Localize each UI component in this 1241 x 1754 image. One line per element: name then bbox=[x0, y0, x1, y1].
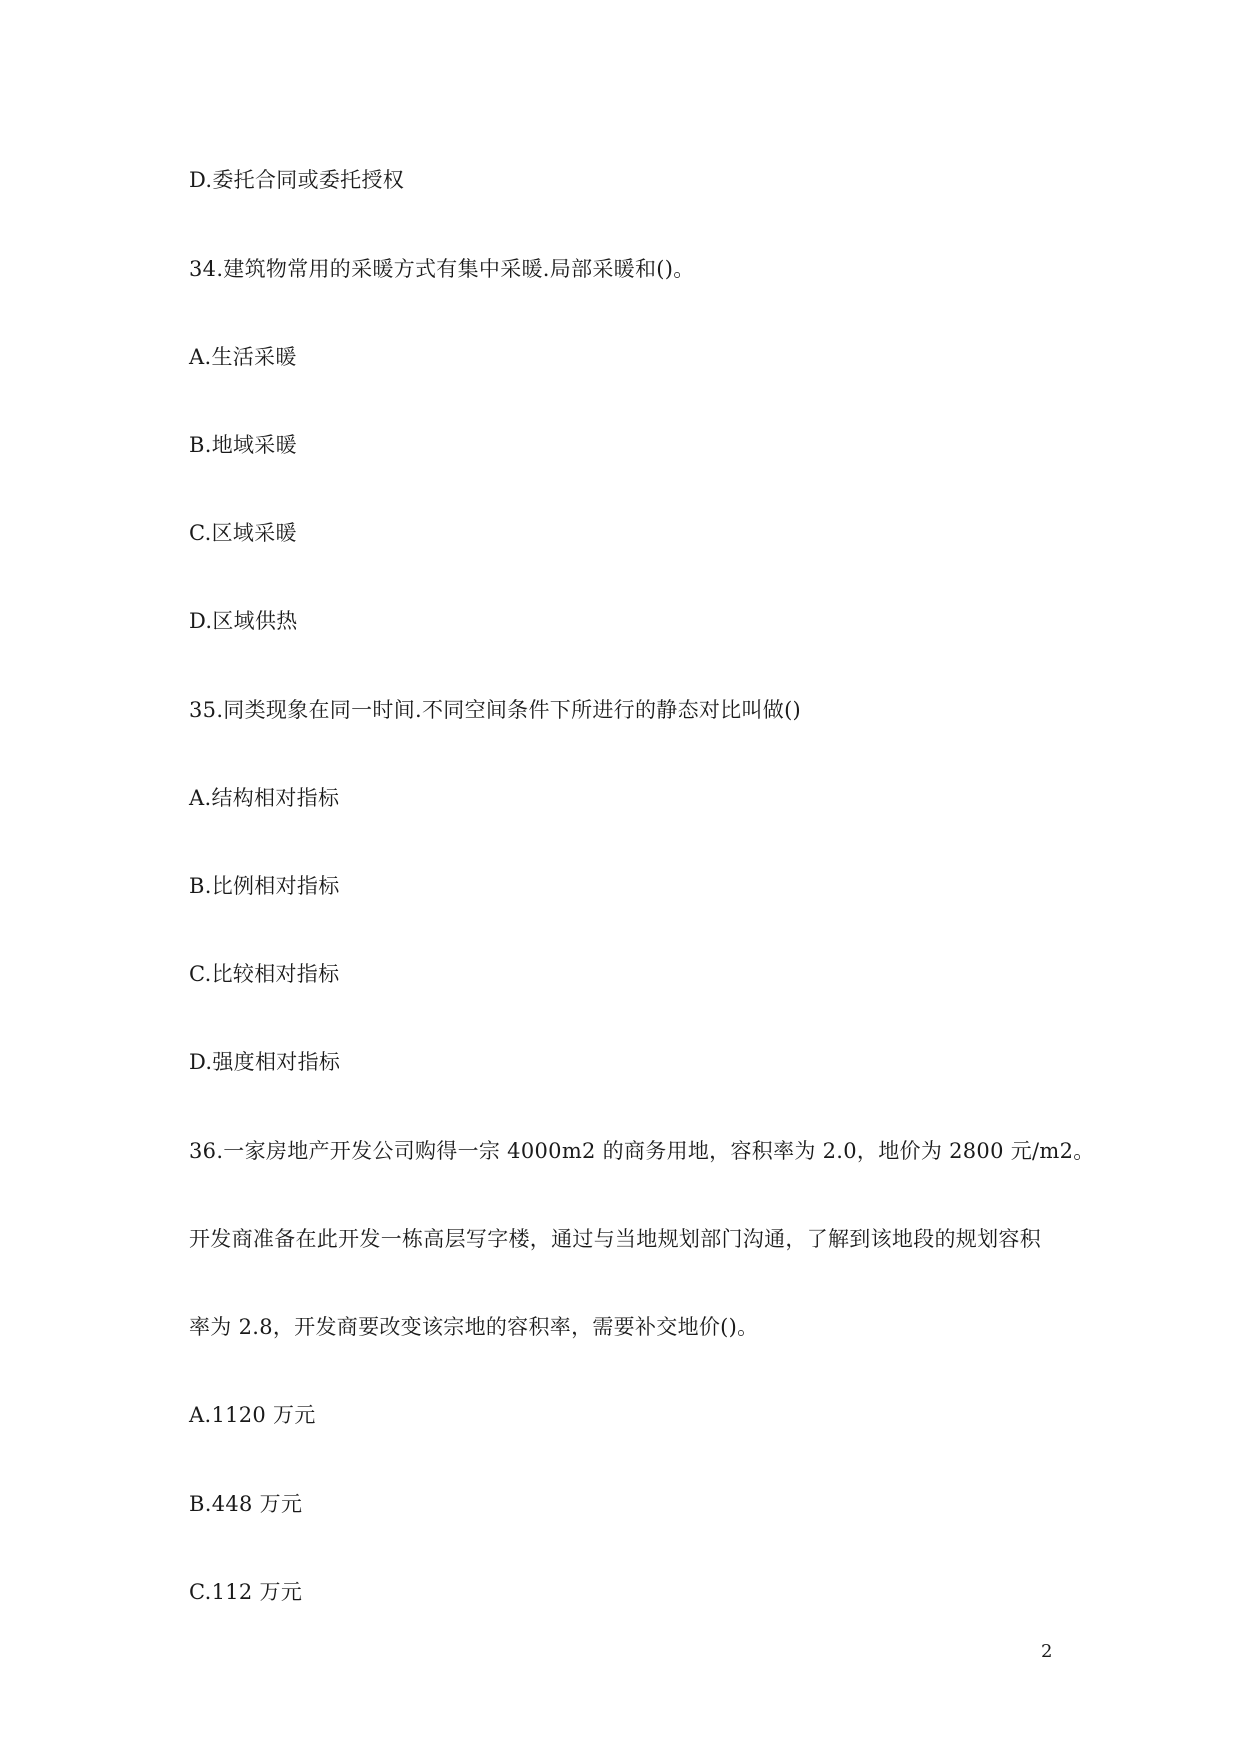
option-d-q33: D.委托合同或委托授权 bbox=[189, 168, 405, 192]
option-d-q35: D.强度相对指标 bbox=[189, 1050, 341, 1074]
option-b-q34: B.地域采暖 bbox=[189, 433, 297, 457]
option-b-q35: B.比例相对指标 bbox=[189, 874, 340, 898]
option-c-q34: C.区域采暖 bbox=[189, 521, 297, 545]
question-35: 35.同类现象在同一时间.不同空间条件下所进行的静态对比叫做() bbox=[189, 698, 802, 722]
option-c-q35: C.比较相对指标 bbox=[189, 962, 340, 986]
question-36-line-3: 率为 2.8，开发商要改变该宗地的容积率，需要补交地价()。 bbox=[189, 1315, 759, 1339]
question-36-line-1: 36.一家房地产开发公司购得一宗 4000m2 的商务用地，容积率为 2.0，地价为 2800 元/m2。 bbox=[189, 1139, 1095, 1163]
option-a-q36: A.1120 万元 bbox=[189, 1403, 316, 1427]
question-34: 34.建筑物常用的采暖方式有集中采暖.局部采暖和()。 bbox=[189, 257, 695, 281]
question-36-line-2: 开发商准备在此开发一栋高层写字楼，通过与当地规划部门沟通，了解到该地段的规划容积 bbox=[189, 1227, 1041, 1251]
option-c-q36: C.112 万元 bbox=[189, 1580, 303, 1604]
option-b-q36: B.448 万元 bbox=[189, 1492, 303, 1516]
option-a-q34: A.生活采暖 bbox=[189, 345, 297, 369]
page-number: 2 bbox=[1041, 1641, 1053, 1662]
option-d-q34: D.区域供热 bbox=[189, 609, 298, 633]
option-a-q35: A.结构相对指标 bbox=[189, 786, 340, 810]
